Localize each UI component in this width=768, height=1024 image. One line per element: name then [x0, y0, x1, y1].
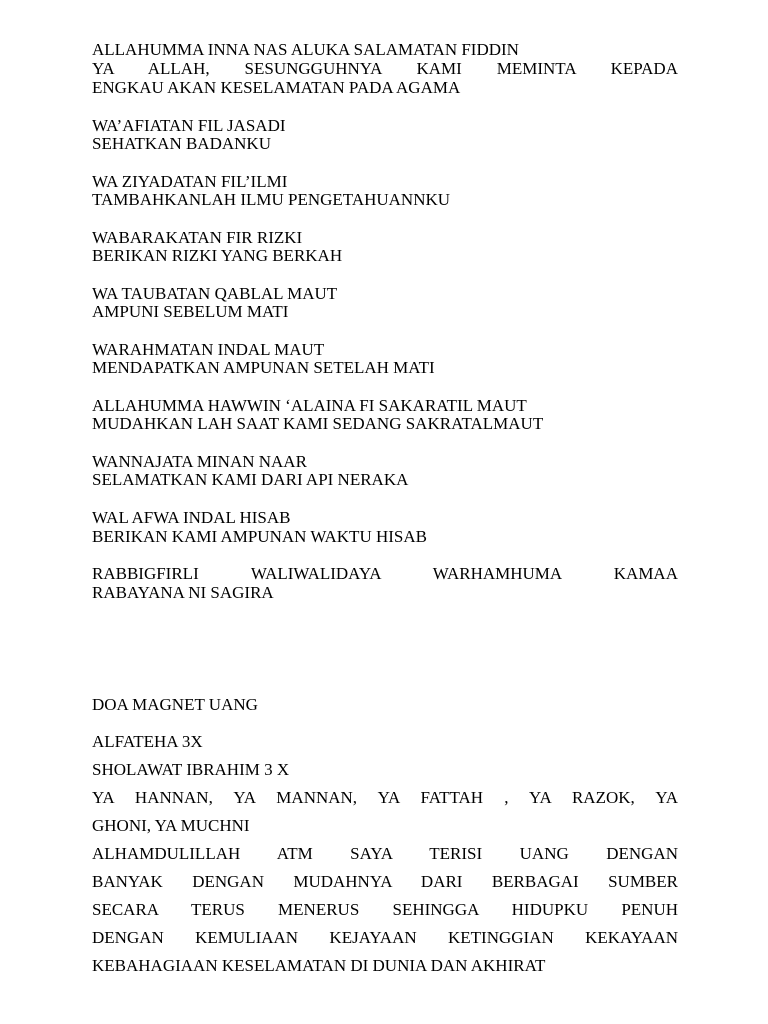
prayer-line: RABAYANA NI SAGIRA [92, 583, 274, 602]
prayer-line: YA ALLAH, SESUNGGUHNYA KAMI MEMINTA KEPADA [92, 59, 678, 78]
document-page [92, 0, 678, 1024]
magnet-line: ALFATEHA 3X [92, 732, 203, 751]
magnet-line: YA HANNAN, YA MANNAN, YA FATTAH , YA RAZOK, YA [92, 788, 678, 807]
prayer-line: ALLAHUMMA HAWWIN ‘ALAINA FI SAKARATIL MAUT [92, 396, 527, 415]
prayer-line: WA’AFIATAN FIL JASADI [92, 116, 286, 135]
prayer-line: MENDAPATKAN AMPUNAN SETELAH MATI [92, 358, 435, 377]
prayer-line: WA ZIYADATAN FIL’ILMI [92, 172, 288, 191]
prayer-line: BERIKAN KAMI AMPUNAN WAKTU HISAB [92, 527, 427, 546]
prayer-line: SELAMATKAN KAMI DARI API NERAKA [92, 470, 409, 489]
prayer-line: ENGKAU AKAN KESELAMATAN PADA AGAMA [92, 78, 461, 97]
magnet-line: GHONI, YA MUCHNI [92, 816, 250, 835]
prayer-line: MUDAHKAN LAH SAAT KAMI SEDANG SAKRATALMAUT [92, 414, 544, 433]
magnet-line: DENGAN KEMULIAAN KEJAYAAN KETINGGIAN KEKAYAAN [92, 928, 678, 947]
magnet-line: BANYAK DENGAN MUDAHNYA DARI BERBAGAI SUMBER [92, 872, 678, 891]
prayer-line: BERIKAN RIZKI YANG BERKAH [92, 246, 343, 265]
prayer-line: WANNAJATA MINAN NAAR [92, 452, 307, 471]
prayer-line: WABARAKATAN FIR RIZKI [92, 228, 303, 247]
magnet-line: KEBAHAGIAAN KESELAMATAN DI DUNIA DAN AKHIRAT [92, 956, 546, 975]
prayer-line: SEHATKAN BADANKU [92, 134, 271, 153]
magnet-line: ALHAMDULILLAH ATM SAYA TERISI UANG DENGAN [92, 844, 678, 863]
magnet-line: SHOLAWAT IBRAHIM 3 X [92, 760, 290, 779]
prayer-line: RABBIGFIRLI WALIWALIDAYA WARHAMHUMA KAMAA [92, 564, 678, 583]
prayer-line: AMPUNI SEBELUM MATI [92, 302, 289, 321]
prayer-line: WAL AFWA INDAL HISAB [92, 508, 291, 527]
section-title: DOA MAGNET UANG [92, 695, 258, 714]
prayer-line: WA TAUBATAN QABLAL MAUT [92, 284, 338, 303]
prayer-line: WARAHMATAN INDAL MAUT [92, 340, 325, 359]
prayer-line: ALLAHUMMA INNA NAS ALUKA SALAMATAN FIDDIN [92, 40, 519, 59]
magnet-line: SECARA TERUS MENERUS SEHINGGA HIDUPKU PENUH [92, 900, 678, 919]
prayer-line: TAMBAHKANLAH ILMU PENGETAHUANNKU [92, 190, 451, 209]
